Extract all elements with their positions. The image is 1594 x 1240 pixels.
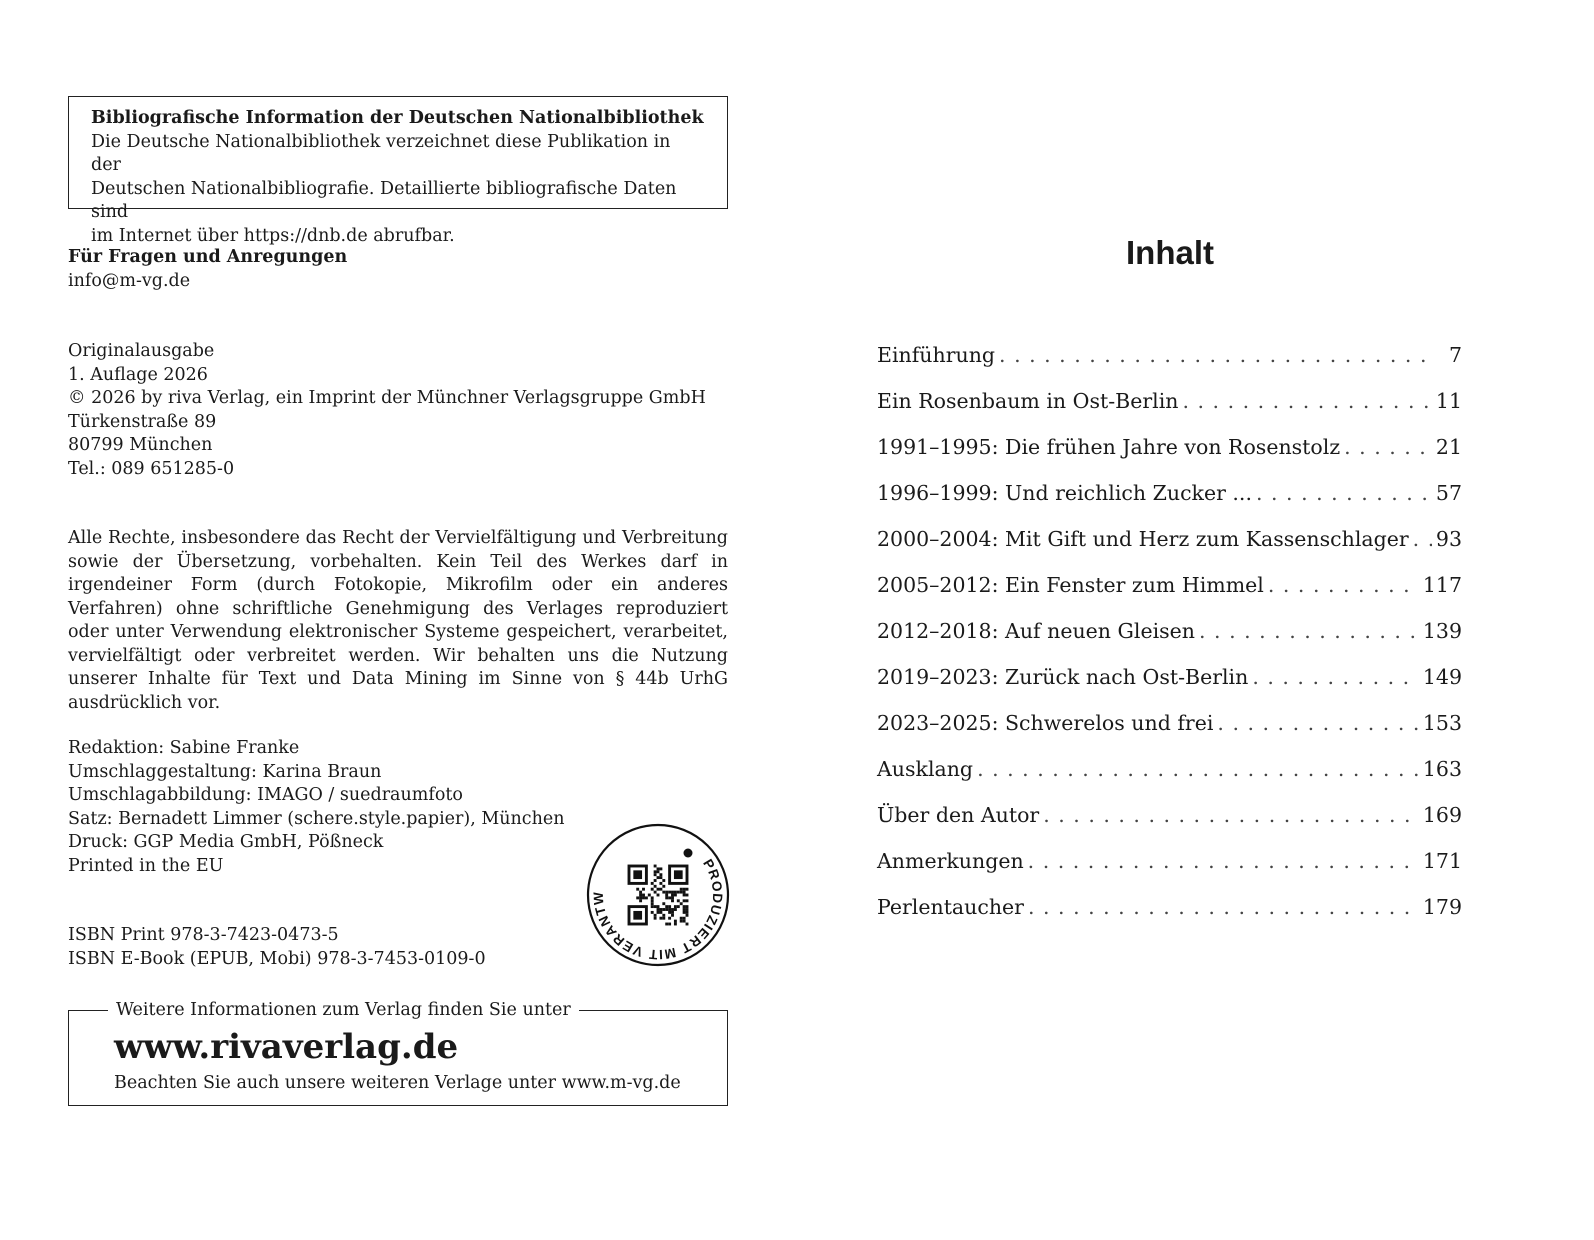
toc-leader (1199, 620, 1419, 644)
toc-entry-page: 57 (1435, 481, 1462, 505)
qr-module (683, 911, 686, 914)
qr-module (651, 902, 654, 905)
edition-line: © 2026 by riva Verlag, ein Imprint der Münchner Verlagsgruppe GmbH (68, 388, 706, 408)
qr-module (639, 894, 642, 897)
toc-entry[interactable] (877, 482, 1462, 528)
toc-entry-page: 11 (1435, 389, 1462, 413)
toc-entry[interactable] (877, 528, 1462, 574)
isbn-ebook: ISBN E-Book (EPUB, Mobi) 978-3-7453-0109-0 (68, 948, 486, 969)
qr-module (657, 876, 660, 879)
qr-module (654, 905, 657, 908)
qr-module (674, 894, 677, 897)
qr-module (671, 908, 674, 911)
toc-entry-label: 2005–2012: Ein Fenster zum Himmel (877, 573, 1264, 597)
qr-module (657, 888, 660, 891)
qr-module (671, 899, 674, 902)
qr-module (671, 894, 674, 897)
qr-module (642, 888, 645, 891)
qr-module (680, 917, 683, 920)
qr-module (674, 905, 677, 908)
qr-module (659, 911, 662, 914)
qr-module (668, 923, 671, 926)
credits-block (68, 737, 588, 878)
qr-module (636, 888, 639, 891)
qr-module (633, 911, 642, 920)
toc-leader (1252, 666, 1419, 690)
qr-module (654, 914, 657, 917)
qr-module (645, 896, 648, 899)
qr-module (665, 908, 668, 911)
qr-module (674, 891, 677, 894)
qr-module (657, 894, 660, 897)
qr-module (665, 896, 668, 899)
dnb-title: Bibliografische Information der Deutschen Nationalbibliothek (91, 108, 704, 128)
stamp-graphic (585, 822, 731, 968)
qr-module (651, 882, 654, 885)
toc-leader (1413, 528, 1432, 552)
toc-entry[interactable] (877, 804, 1462, 850)
toc-leader (999, 344, 1436, 368)
qr-module (671, 911, 674, 914)
rights-text: Alle Rechte, insbesondere das Recht der Vervielfältigung und Verbreitung sowie der Übersetzung, vorbehalten. Kein Teil des Werkes darf in irgendeiner Form (durch Fotokopie, Mikrofilm oder ein anderes Verfahren) ohne schriftliche Genehmigung des Verlages reproduziert oder unter Verwendung elektronischer Systeme gespeichert, verarbeitet, vervielfältigt oder verbreitet werden. Wir behalten uns die Nutzung unserer Inhalte für Text und Data Mining im Sinne von § 44b UrhG ausdrücklich vor. (68, 528, 728, 713)
toc-entry-label: 2019–2023: Zurück nach Ost-Berlin (877, 665, 1249, 689)
toc-entry[interactable] (877, 620, 1462, 666)
qr-module (680, 902, 683, 905)
qr-module (662, 885, 665, 888)
qr-module (680, 920, 683, 923)
toc-entry-page: 21 (1435, 435, 1462, 459)
credit-line: Umschlagabbildung: IMAGO / suedraumfoto (68, 785, 463, 805)
qr-module (651, 905, 654, 908)
qr-module (651, 896, 654, 899)
toc-entry-label: 1991–1995: Die frühen Jahre von Rosenstolz (877, 435, 1341, 459)
qr-module (677, 905, 680, 908)
toc-entry[interactable] (877, 896, 1462, 942)
toc-entry-page: 179 (1422, 895, 1462, 919)
toc-entry[interactable] (877, 758, 1462, 804)
toc-entry-page: 7 (1448, 343, 1462, 367)
dnb-line-3: im Internet über https://dnb.de abrufbar. (91, 225, 455, 246)
qr-module (674, 923, 677, 926)
toc-leader (1028, 896, 1419, 920)
qr-module (654, 873, 657, 876)
qr-module (671, 891, 674, 894)
credit-line: Printed in the EU (68, 855, 224, 876)
edition-line: 80799 München (68, 435, 213, 455)
qr-module (657, 905, 660, 908)
toc-entry-label: 2023–2025: Schwerelos und frei (877, 711, 1214, 735)
qr-module (654, 870, 657, 873)
toc-leader (1028, 850, 1419, 874)
toc-title: Inhalt (1126, 234, 1214, 271)
qr-module (674, 870, 683, 879)
qr-module (677, 891, 680, 894)
qr-module (651, 888, 654, 891)
qr-module (657, 870, 660, 873)
qr-module (686, 888, 689, 891)
qr-module (686, 923, 689, 926)
qr-module (668, 891, 671, 894)
qr-module (686, 914, 689, 917)
qr-module (654, 891, 657, 894)
toc-entry-page: 139 (1422, 619, 1462, 643)
contact-block (68, 246, 728, 293)
rights-notice (68, 527, 728, 715)
qr-module (686, 905, 689, 908)
qr-module (654, 885, 657, 888)
qr-module (659, 908, 662, 911)
qr-module (686, 908, 689, 911)
qr-module (683, 908, 686, 911)
isbn-print: ISBN Print 978-3-7423-0473-5 (68, 925, 339, 945)
verantwortung-stamp (585, 822, 731, 968)
qr-module (665, 923, 668, 926)
qr-module (662, 914, 665, 917)
qr-module (657, 867, 660, 870)
toc-entry-label: Ausklang (877, 757, 974, 781)
toc-entry-label: Über den Autor (877, 803, 1040, 827)
toc-leader (1256, 482, 1432, 506)
edition-line: Originalausgabe (68, 341, 215, 361)
qr-module (668, 896, 671, 899)
toc-entry-label: Perlentaucher (877, 895, 1024, 919)
edition-line: Türkenstraße 89 (68, 411, 217, 432)
qr-module (662, 891, 665, 894)
qr-module (659, 876, 662, 879)
contact-heading: Für Fragen und Anregungen (68, 247, 348, 267)
toc-entry-page: 93 (1435, 527, 1462, 551)
toc-leader (1043, 804, 1419, 828)
contact-email[interactable]: info@m-vg.de (68, 270, 191, 291)
qr-module (683, 920, 686, 923)
edition-block (68, 340, 728, 481)
isbn-block (68, 924, 588, 971)
qr-module (651, 911, 654, 914)
qr-module (671, 896, 674, 899)
qr-module (654, 865, 657, 868)
toc-leader (1182, 390, 1431, 414)
edition-line: Tel.: 089 651285-0 (68, 458, 235, 479)
toc-entry-page: 117 (1422, 573, 1462, 597)
qr-module (639, 896, 642, 899)
qr-module (657, 911, 660, 914)
qr-module (659, 917, 662, 920)
qr-module (642, 894, 645, 897)
toc-entry-label: Anmerkungen (877, 849, 1024, 873)
qr-module (686, 911, 689, 914)
toc-entry-page: 171 (1422, 849, 1462, 873)
toc-entry[interactable] (877, 436, 1462, 482)
edition-line: 1. Auflage 2026 (68, 364, 208, 385)
stamp-text: PRODUZIERT MIT VERANTW (590, 856, 726, 963)
credit-line: Druck: GGP Media GmbH, Pößneck (68, 832, 384, 852)
qr-module (639, 891, 642, 894)
qr-module (657, 908, 660, 911)
qr-module (683, 894, 686, 897)
qr-module (680, 891, 683, 894)
qr-module (668, 908, 671, 911)
web-note: Beachten Sie auch unsere weiteren Verlage unter www.m-vg.de (114, 1073, 681, 1093)
toc-entry-label: 2000–2004: Mit Gift und Herz zum Kassenschlager (877, 527, 1409, 551)
web-label: Weitere Informationen zum Verlag finden Sie unter (108, 999, 579, 1023)
toc-entry[interactable] (877, 712, 1462, 758)
qr-module (668, 905, 671, 908)
qr-module (683, 888, 686, 891)
credit-line: Satz: Bernadett Limmer (schere.style.papier), München (68, 808, 565, 829)
toc-leader (1217, 712, 1418, 736)
toc-leader (1268, 574, 1419, 598)
qr-module (662, 917, 665, 920)
qr-module (683, 899, 686, 902)
qr-module (648, 894, 651, 897)
qr-module (686, 899, 689, 902)
credit-line: Umschlaggestaltung: Karina Braun (68, 761, 382, 782)
qr-module (633, 870, 642, 879)
qr-module (686, 894, 689, 897)
toc-entry-label: Einführung (877, 343, 996, 367)
dnb-line-2: Deutschen Nationalbibliografie. Detaillierte bibliografische Daten sind (91, 178, 677, 222)
website-link[interactable]: www.rivaverlag.de (114, 1027, 459, 1067)
qr-module (668, 911, 671, 914)
qr-module (662, 879, 665, 882)
qr-module (654, 879, 657, 882)
qr-module (680, 888, 683, 891)
qr-module (659, 888, 662, 891)
qr-module (654, 917, 657, 920)
dnb-line-1: Die Deutsche Nationalbibliothek verzeichnet diese Publikation in der (91, 131, 671, 175)
qr-module (659, 882, 662, 885)
dnb-info-box (68, 96, 728, 246)
qr-module (677, 899, 680, 902)
toc-entry[interactable] (877, 574, 1462, 620)
qr-module (674, 908, 677, 911)
toc-entry-page: 169 (1422, 803, 1462, 827)
qr-module (683, 917, 686, 920)
qr-module (674, 920, 677, 923)
qr-module (683, 891, 686, 894)
qr-module (662, 902, 665, 905)
qr-module (683, 905, 686, 908)
toc-entry-label: 1996–1999: Und reichlich Zucker ... (877, 481, 1252, 505)
toc-entry-page: 163 (1422, 757, 1462, 781)
toc-entry-page: 149 (1422, 665, 1462, 689)
credit-line: Redaktion: Sabine Franke (68, 738, 300, 758)
qr-module (659, 873, 662, 876)
toc-entry-page: 153 (1422, 711, 1462, 735)
qr-module (642, 896, 645, 899)
toc-entry[interactable] (877, 344, 1462, 390)
qr-module (662, 908, 665, 911)
toc-leader (1344, 436, 1432, 460)
qr-module (636, 896, 639, 899)
toc-entry[interactable] (877, 850, 1462, 896)
toc-entry[interactable] (877, 390, 1462, 436)
qr-module (651, 899, 654, 902)
qr-module (665, 891, 668, 894)
toc-leader (977, 758, 1419, 782)
qr-module (659, 867, 662, 870)
qr-module (668, 917, 671, 920)
toc-entry-label: 2012–2018: Auf neuen Gleisen (877, 619, 1195, 643)
table-of-contents (877, 344, 1462, 942)
qr-module (639, 899, 642, 902)
toc-entry[interactable] (877, 666, 1462, 712)
qr-module (665, 905, 668, 908)
qr-module (665, 894, 668, 897)
toc-entry-label: Ein Rosenbaum in Ost-Berlin (877, 389, 1179, 413)
stamp-dot (684, 849, 693, 858)
qr-module (671, 914, 674, 917)
